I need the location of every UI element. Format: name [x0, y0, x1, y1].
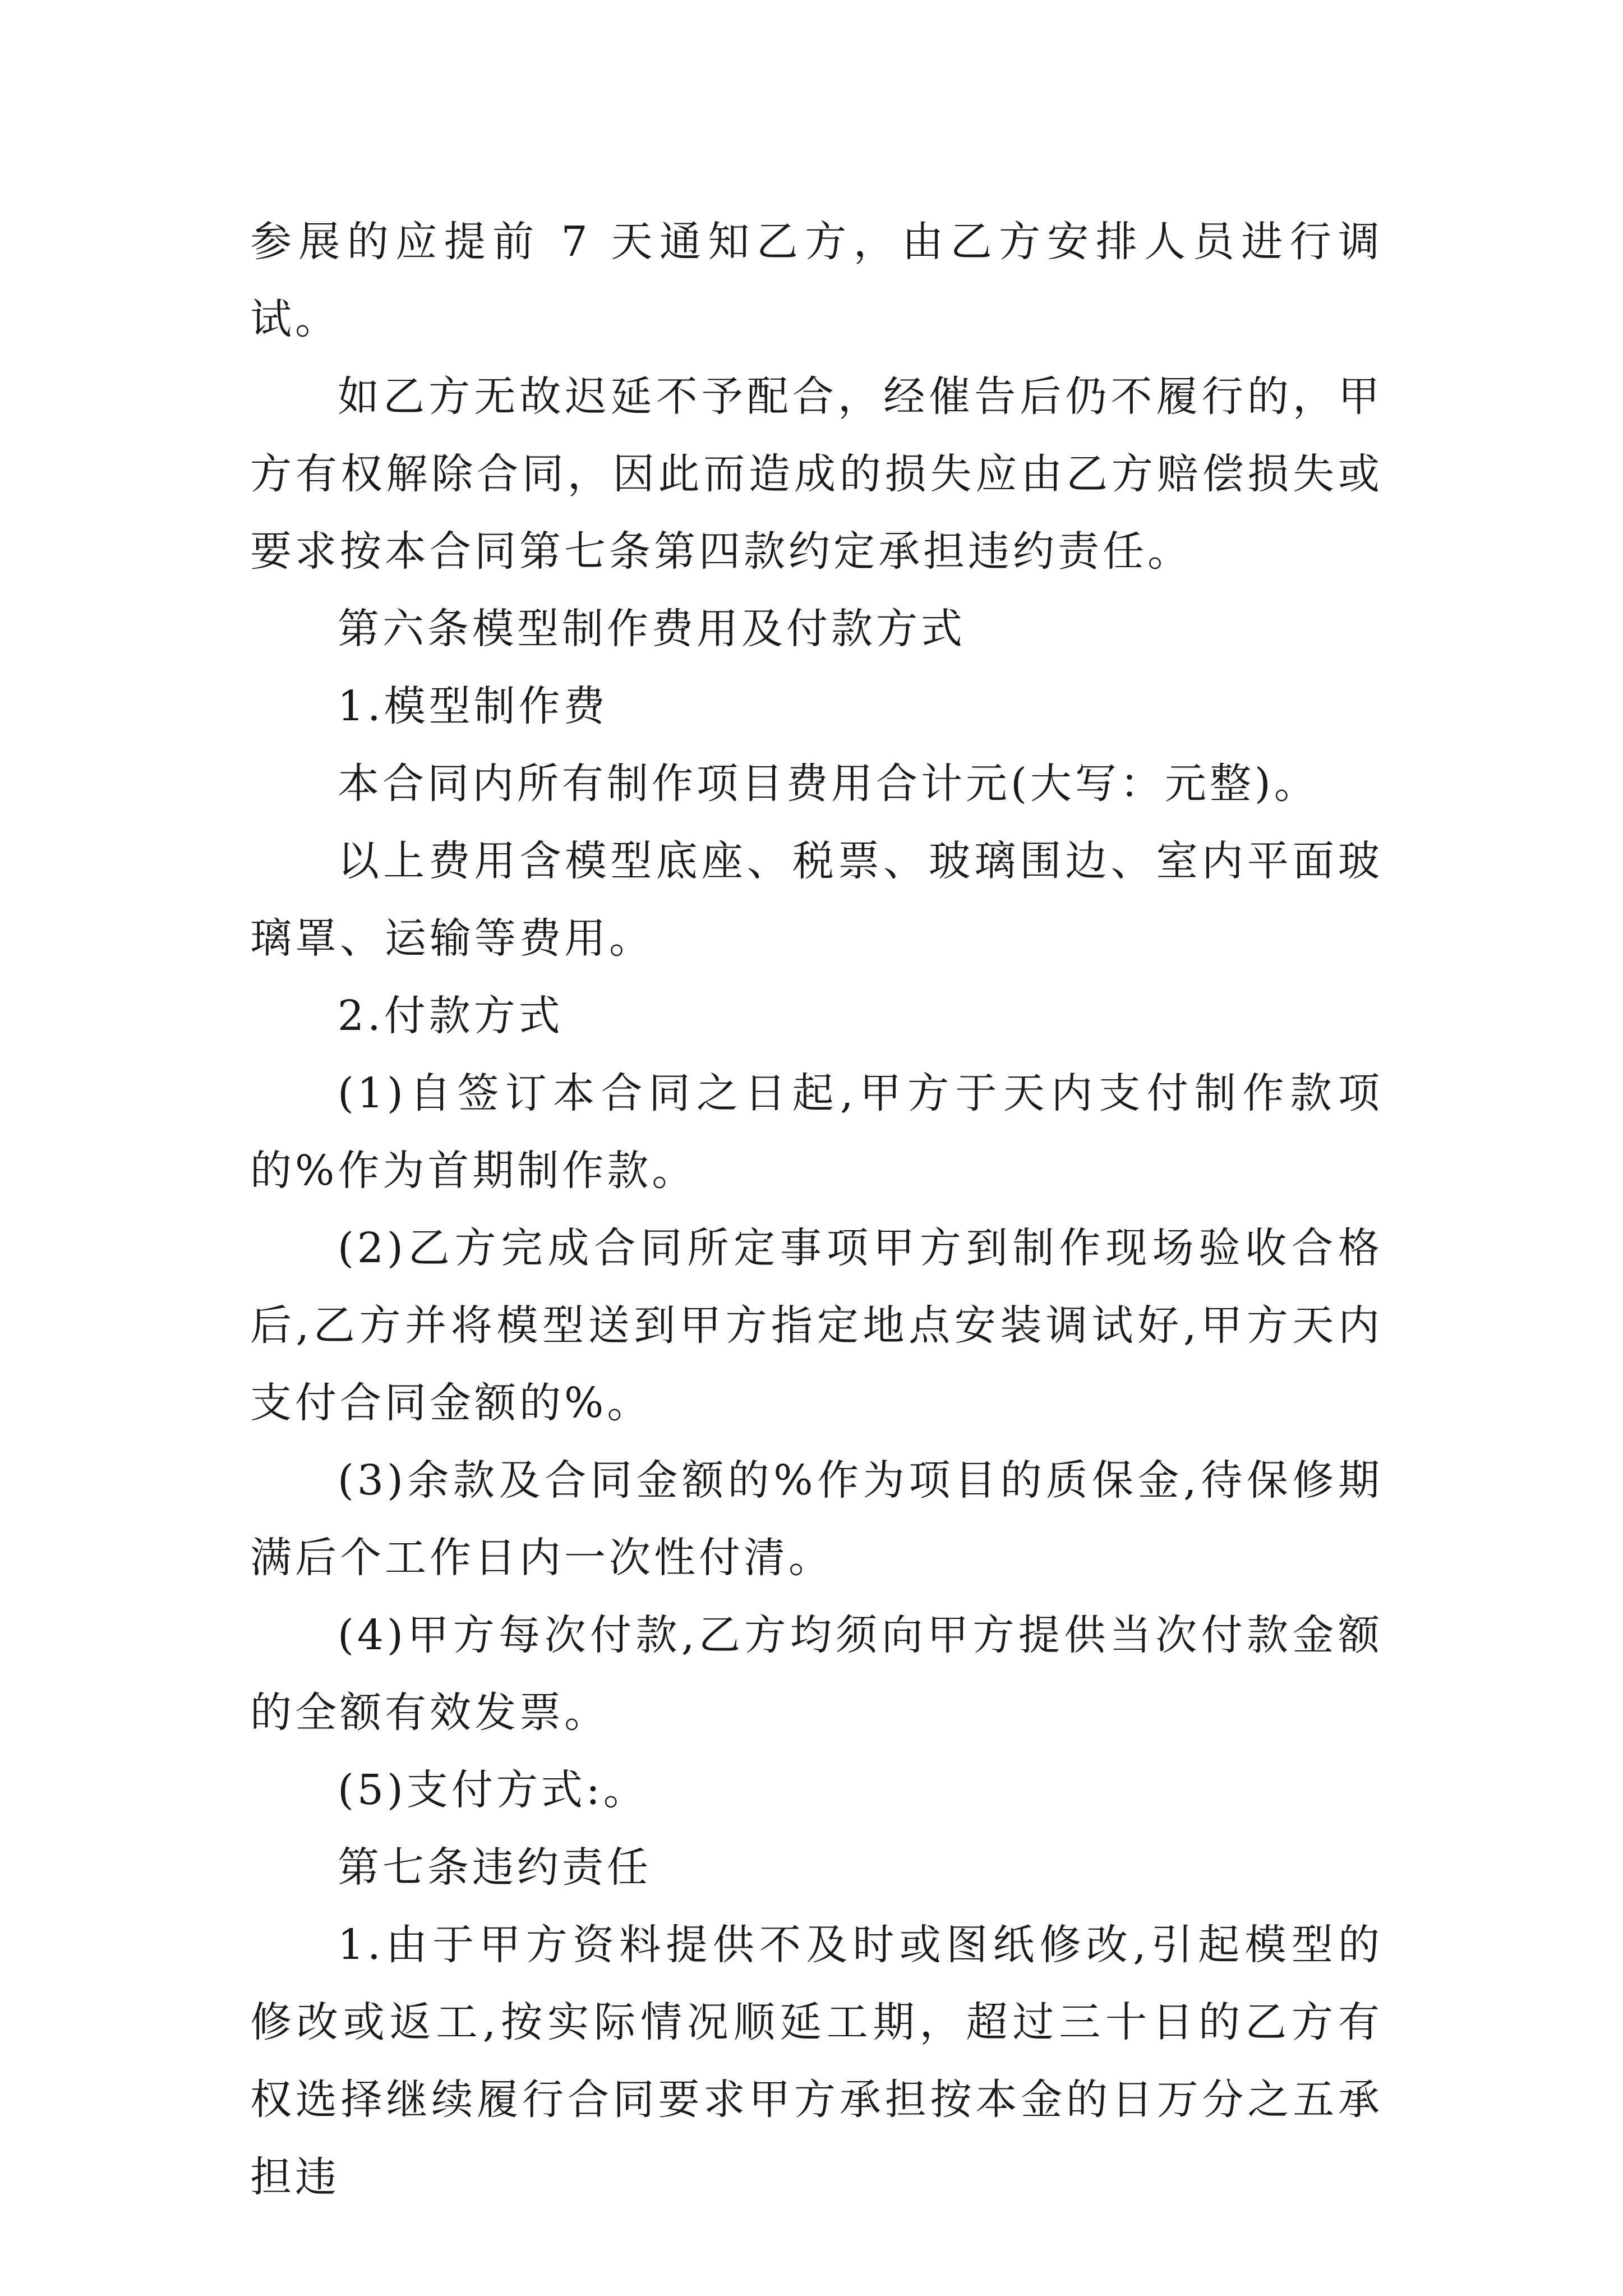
paragraph-1: 参展的应提前 7 天通知乙方，由乙方安排人员进行调试。	[250, 218, 1383, 343]
payment-clause-1: (1)自签订本合同之日起,甲方于天内支付制作款项的%作为首期制作款。	[250, 1069, 1383, 1195]
liability-clause-1: 1.由于甲方资料提供不及时或图纸修改,引起模型的修改或返工,按实际情况顺延工期，超过三十日的乙方有权选择继续履行合同要求甲方承担按本金的日万分之五承担违	[250, 1921, 1383, 2201]
subheading-model-fee: 1.模型制作费	[338, 682, 608, 730]
payment-clause-2: (2)乙方完成合同所定事项甲方到制作现场验收合格后,乙方并将模型送到甲方指定地点安装调试好,甲方天内支付合同金额的%。	[250, 1224, 1383, 1427]
payment-clause-3: (3)余款及合同金额的%作为项目的质保金,待保修期满后个工作日内一次性付清。	[250, 1456, 1383, 1582]
paragraph-total-fee: 本合同内所有制作项目费用合计元(大写：元整)。	[338, 760, 1319, 808]
subheading-payment-method: 2.付款方式	[338, 992, 564, 1040]
payment-clause-4: (4)甲方每次付款,乙方均须向甲方提供当次付款金额的全额有效发票。	[250, 1611, 1383, 1737]
section-heading-7: 第七条违约责任	[338, 1843, 652, 1892]
paragraph-fee-includes: 以上费用含模型底座、税票、玻璃围边、室内平面玻璃罩、运输等费用。	[250, 837, 1383, 963]
payment-clause-5: (5)支付方式:。	[338, 1766, 648, 1814]
paragraph-2: 如乙方无故迟延不予配合，经催告后仍不履行的，甲方有权解除合同，因此而造成的损失应由乙方赔偿损失或要求按本合同第七条第四款约定承担违约责任。	[250, 372, 1383, 576]
section-heading-6: 第六条模型制作费用及付款方式	[338, 605, 966, 653]
document-body	[250, 203, 1383, 2216]
